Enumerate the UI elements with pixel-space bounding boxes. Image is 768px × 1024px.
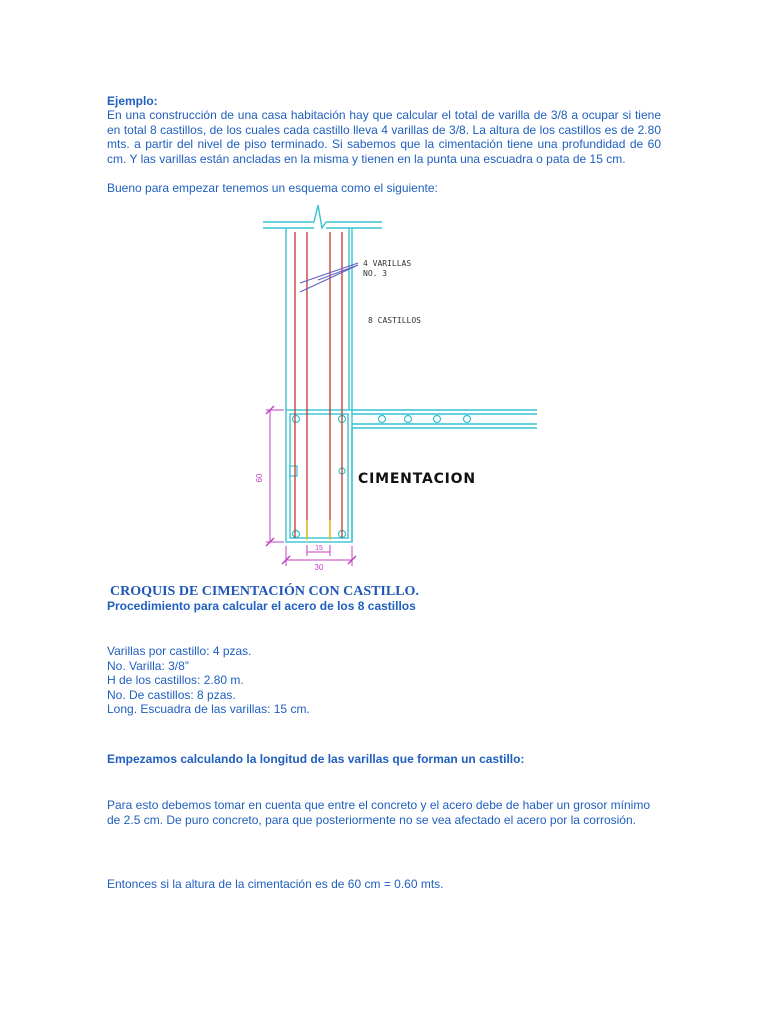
example-paragraph: En una construcción de una casa habitación hay que calcular el total de varilla de 3/8 a ocupar si tiene en total 8 castillos, de los cuales cada castillo lleva 4 varillas de 3/8. La altura de los castillos es de 2.80 mts. a partir del nivel de piso terminado. Si sabemos que la cimentación tiene una profundidad de 60 cm. Y las varillas están ancladas en la misma y tienen en la punta una escuadra o pata de 15 cm. <box>107 108 661 166</box>
castillos-label: 8 CASTILLOS <box>368 316 421 325</box>
section2-paragraph: Para esto debemos tomar en cuenta que entre el concreto y el acero debe de haber un grosor mínimo de 2.5 cm. De puro concreto, para que posteriormente no se vea afectado el acero por la corrosión. <box>107 798 650 827</box>
escuadra-marks <box>307 520 330 540</box>
top-slab <box>263 205 382 228</box>
varillas-label-line1: 4 VARILLAS <box>363 259 412 268</box>
procedure-item: H de los castillos: 2.80 m. <box>107 673 244 687</box>
varillas-label-line2: NO. 3 <box>363 269 388 278</box>
castillo-cimentacion-diagram <box>240 200 540 572</box>
procedure-item: No. Varilla: 3/8” <box>107 658 189 673</box>
section2-heading: Empezamos calculando la longitud de las varillas que forman un castillo: <box>107 752 525 766</box>
dim-height-label: 60 <box>255 473 264 483</box>
dim-inner-label: 15 <box>315 545 323 552</box>
cimentacion-label: CIMENTACION <box>358 471 476 487</box>
slab-rebar-circles <box>379 416 471 423</box>
example-heading: Ejemplo: <box>107 94 158 108</box>
scheme-lead: Bueno para empezar tenemos un esquema como el siguiente: <box>107 181 438 195</box>
procedure-heading: Procedimiento para calcular el acero de los 8 castillos <box>107 599 416 613</box>
procedure-list <box>107 644 661 717</box>
section2-conclusion: Entonces si la altura de la cimentación es de 60 cm = 0.60 mts. <box>107 877 444 891</box>
dim-width-label: 30 <box>314 563 324 572</box>
procedure-item: Varillas por castillo: 4 pzas. <box>107 644 252 658</box>
figure-caption: CROQUIS DE CIMENTACIÓN CON CASTILLO. <box>110 584 419 599</box>
procedure-item: No. De castillos: 8 pzas. <box>107 687 236 702</box>
procedure-item: Long. Escuadra de las varillas: 15 cm. <box>107 702 310 716</box>
vertical-rebars <box>295 232 342 538</box>
footing-rebar-circles <box>290 416 346 538</box>
